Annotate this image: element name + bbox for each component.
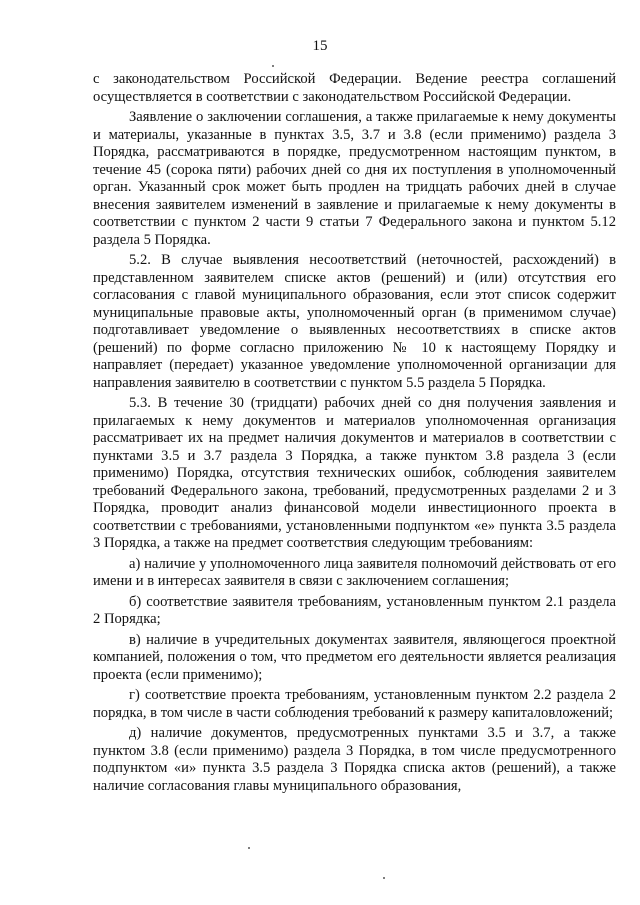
scan-speck — [383, 877, 385, 879]
list-item-v: в) наличие в учредительных документах заявителя, являющегося проектной компанией, положения о том, что предметом его деятельности является реализация проекта (если применимо); — [93, 631, 616, 683]
paragraph-application-review: Заявление о заключении соглашения, а также прилагаемые к нему документы и материалы, указанные в пунктах 3.5, 3.7 и 3.8 (если применимо) раздела 3 Порядка, рассматриваются в порядке, предусмотренном настоящим пунктом, в течение 45 (сорока пяти) рабочих дней со дня их поступления в уполномоченный орган. Указанный срок может быть продлен на тридцать рабочих дней в случае внесения заявителем изменений в заявление и прилагаемые к нему документы в соответствии с пунктом 2 части 9 статьи 7 Федерального закона и пунктом 5.12 раздела 5 Порядка. — [93, 109, 616, 248]
paragraph-5-3: 5.3. В течение 30 (тридцати) рабочих дней со дня получения заявления и прилагаемых к нему документов и материалов уполномоченная организация рассматривает их на предмет наличия документов и материалов в соответствии с пунктами 3.5 и 3.7 раздела 3 Порядка, а также пунктом 3.8 раздела 3 (если применимо) Порядка, отсутствия технических ошибок, соблюдения заявителем требований Федерального закона, требований, предусмотренных разделами 2 и 3 Порядка, проводит анализ финансовой модели инвестиционного проекта в соответствии с требованиями, установленными подпунктом «е» пункта 3.5 раздела 3 Порядка, а также на предмет соответствия следующим требованиям: — [93, 395, 616, 551]
list-item-d: д) наличие документов, предусмотренных пунктами 3.5 и 3.7, а также пунктом 3.8 (если применимо) раздела 3 Порядка, в том числе предусмотренного подпунктом «и» пункта 3.5 раздела 3 Порядка списка актов (решений), а также наличие согласования главы муниципального образования, — [93, 725, 616, 794]
paragraph-continuation: с законодательством Российской Федерации. Ведение реестра соглашений осуществляется в соответствии с законодательством Российской Федерации. — [93, 71, 616, 105]
paragraph-5-2: 5.2. В случае выявления несоответствий (неточностей, расхождений) в представленном заявителем списке актов (решений) и (или) отсутствия его согласования с главой муниципального образования, если этот список содержит муниципальные правовые акты, уполномоченный орган (в применимом случае) подготавливает уведомление о выявленных несоответствиях в списке актов (решений) по форме согласно приложению № 10 к настоящему Порядку и направляет (передает) указанное уведомление уполномоченной организации для направления заявителю в соответствии с пунктом 5.5 раздела 5 Порядка. — [93, 252, 616, 391]
scan-speck — [248, 847, 250, 849]
list-item-a: а) наличие у уполномоченного лица заявителя полномочий действовать от его имени и в интересах заявителя в связи с заключением соглашения; — [93, 555, 616, 589]
list-item-b: б) соответствие заявителя требованиям, установленным пунктом 2.1 раздела 2 Порядка; — [93, 593, 616, 627]
page-number: 15 — [312, 38, 328, 54]
list-item-g: г) соответствие проекта требованиям, установленным пунктом 2.2 раздела 2 порядка, в том числе в части соблюдения требований к размеру капиталовложений; — [93, 687, 616, 721]
scan-speck — [272, 65, 274, 67]
document-body — [93, 71, 616, 795]
